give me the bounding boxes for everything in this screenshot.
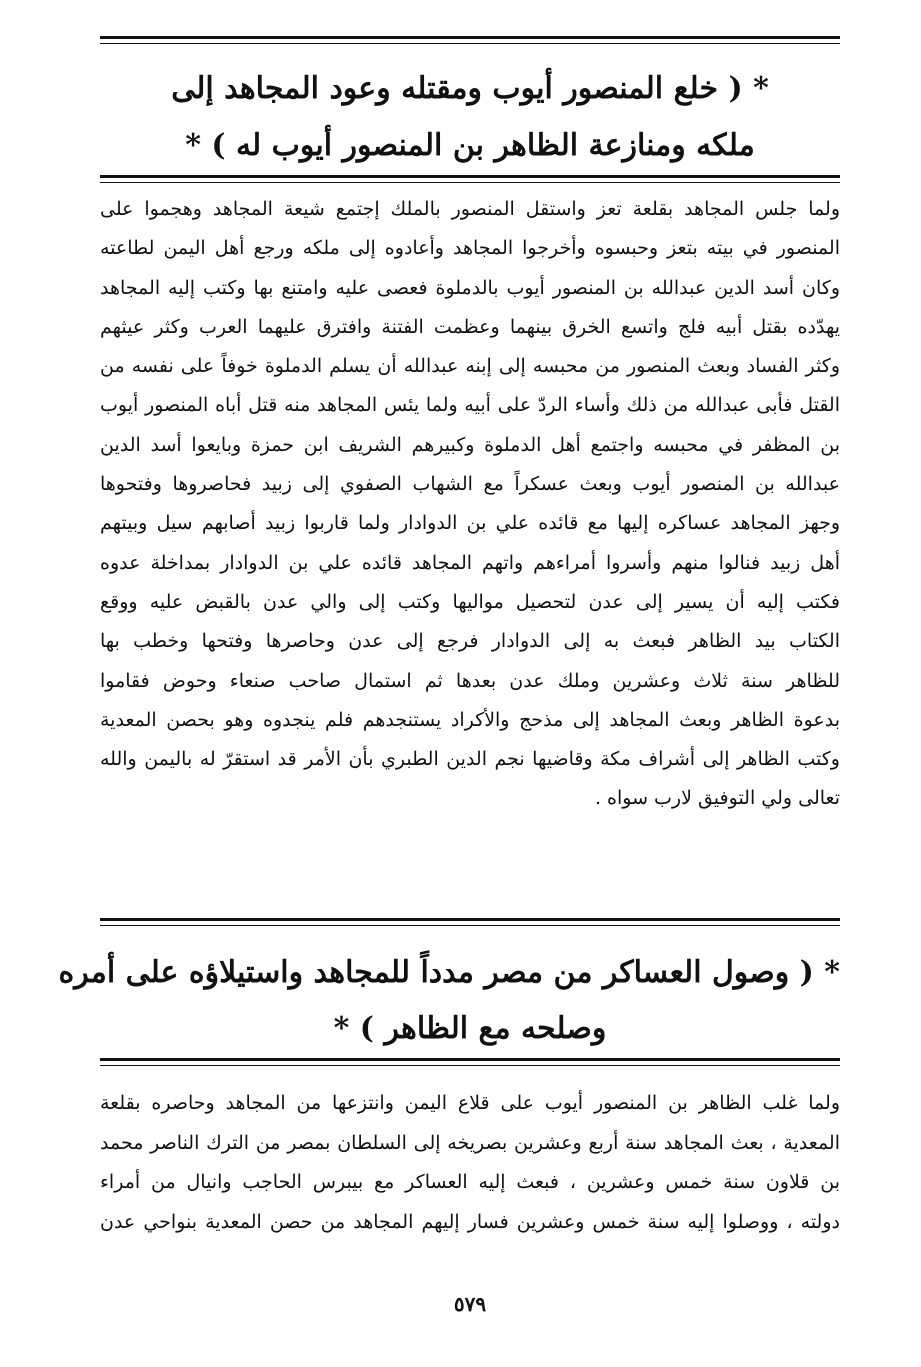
top-rule — [100, 36, 840, 44]
section1-title-line1: * ( خلع المنصور أيوب ومقتله وعود المجاهد إلى — [171, 71, 769, 106]
book-page — [58, 30, 840, 1350]
text-line: وكثر الفساد وبعث المنصور من محبسه إلى إبنه عبدالله أن يسلم الدملوة خوفاً على نفسه من — [100, 355, 840, 378]
section1-title-line2: ملكه ومنازعة الظاهر بن المنصور أيوب له ) * — [185, 128, 755, 163]
text-line: بن المظفر في محبسه واجتمع أهل الدملوة وكبيرهم الشريف ابن حمزة وبايعوا أسد الدين — [100, 433, 840, 456]
text-line: دولته ، ووصلوا إليه سنة خمس وعشرين فسار إليهم المجاهد من حصن المعدية بنواحي عدن — [100, 1210, 840, 1233]
text-line: وجهز المجاهد عساكره إليها مع قائده علي بن الدوادار ولما قاربوا زبيد أصابهم سيل وبيتهم — [100, 512, 840, 535]
text-line: تعالى ولي التوفيق لارب سواه . — [594, 787, 840, 810]
section1-rule — [100, 175, 840, 183]
text-line: عبدالله بن المنصور أيوب وبعث عسكراً مع الشهاب الصفوي إلى زبيد فحاصروها وفتحوها — [100, 473, 840, 496]
text-line: وكتب الظاهر إلى أشراف مكة وقاضيها نجم الدين الطبري بأن الأمر قد استقرّ له باليمن والله — [100, 748, 840, 771]
section2-top-rule — [100, 918, 840, 926]
text-line: ولما غلب الظاهر بن المنصور أيوب على قلاع اليمن وانتزعها من المجاهد وحاصره بقلعة — [100, 1092, 840, 1114]
section2-paragraph — [100, 1084, 840, 1242]
text-line: المعدية ، بعث المجاهد سنة أربع وعشرين بصريخه إلى السلطان بمصر من الترك الناصر محمد — [100, 1131, 840, 1154]
section2-title-line2: وصلحه مع الظاهر ) * — [333, 1011, 607, 1046]
section2-title-line1: * ( وصول العساكر من مصر مدداً للمجاهد واستيلاؤه على أمره — [58, 955, 840, 990]
text-line: القتل فأبى عبدالله من ذلك وأساء الردّ على أبيه ولما يئس المجاهد منه قتل أباه المنصور أيوب — [100, 394, 840, 417]
text-line: فكتب إليه أن يسير إلى عدن لتحصيل مواليها وكتب إلى والي عدن بالقبض عليه ووقع — [100, 590, 840, 613]
text-line: وكان أسد الدين عبدالله بن المنصور أيوب بالدملوة فعصى عليه وامتنع بها وكتب إليه المجاهد — [100, 276, 840, 299]
text-line: المنصور في بيته بتعز وحبسوه وأخرجوا المجاهد وأعادوه إلى ملكه ورجع أهل اليمن لطاعته — [100, 237, 840, 260]
text-line: أهل زبيد فنالوا منهم وأسروا أمراءهم واتهم المجاهد قائده علي بن الدوادار بمداخلة عدوه — [100, 551, 840, 574]
text-line: الكتاب بيد الظاهر فبعث به إلى الدوادار فرجع إلى عدن وحاصرها وفتحها وخطب بها — [100, 630, 840, 653]
page-number: ٥٧٩ — [453, 1292, 487, 1316]
text-line: يهدّده بقتل أبيه فلج واتسع الخرق بينهما وعظمت الفتنة وافترق عليهما العرب وكثر عيثهم — [100, 315, 840, 338]
text-line: بدعوة الظاهر وبعث المجاهد إلى مذحج والأكراد يستنجدهم فلم ينجدوه وهو بحصن المعدية — [100, 708, 840, 731]
text-line: للظاهر سنة ثلاث وعشرين وملك عدن بعدها ثم استمال صاحب صنعاء وحوض فقاموا — [100, 669, 840, 692]
section1-paragraph — [100, 190, 840, 819]
section2-rule — [100, 1058, 840, 1066]
text-line: بن قلاون سنة خمس وعشرين ، فبعث إليه العساكر مع بيبرس الحاجب وانيال من أمراء — [100, 1171, 840, 1193]
text-line: ولما جلس المجاهد بقلعة تعز واستقل المنصور بالملك إجتمع شيعة المجاهد وهجموا على — [100, 198, 840, 220]
